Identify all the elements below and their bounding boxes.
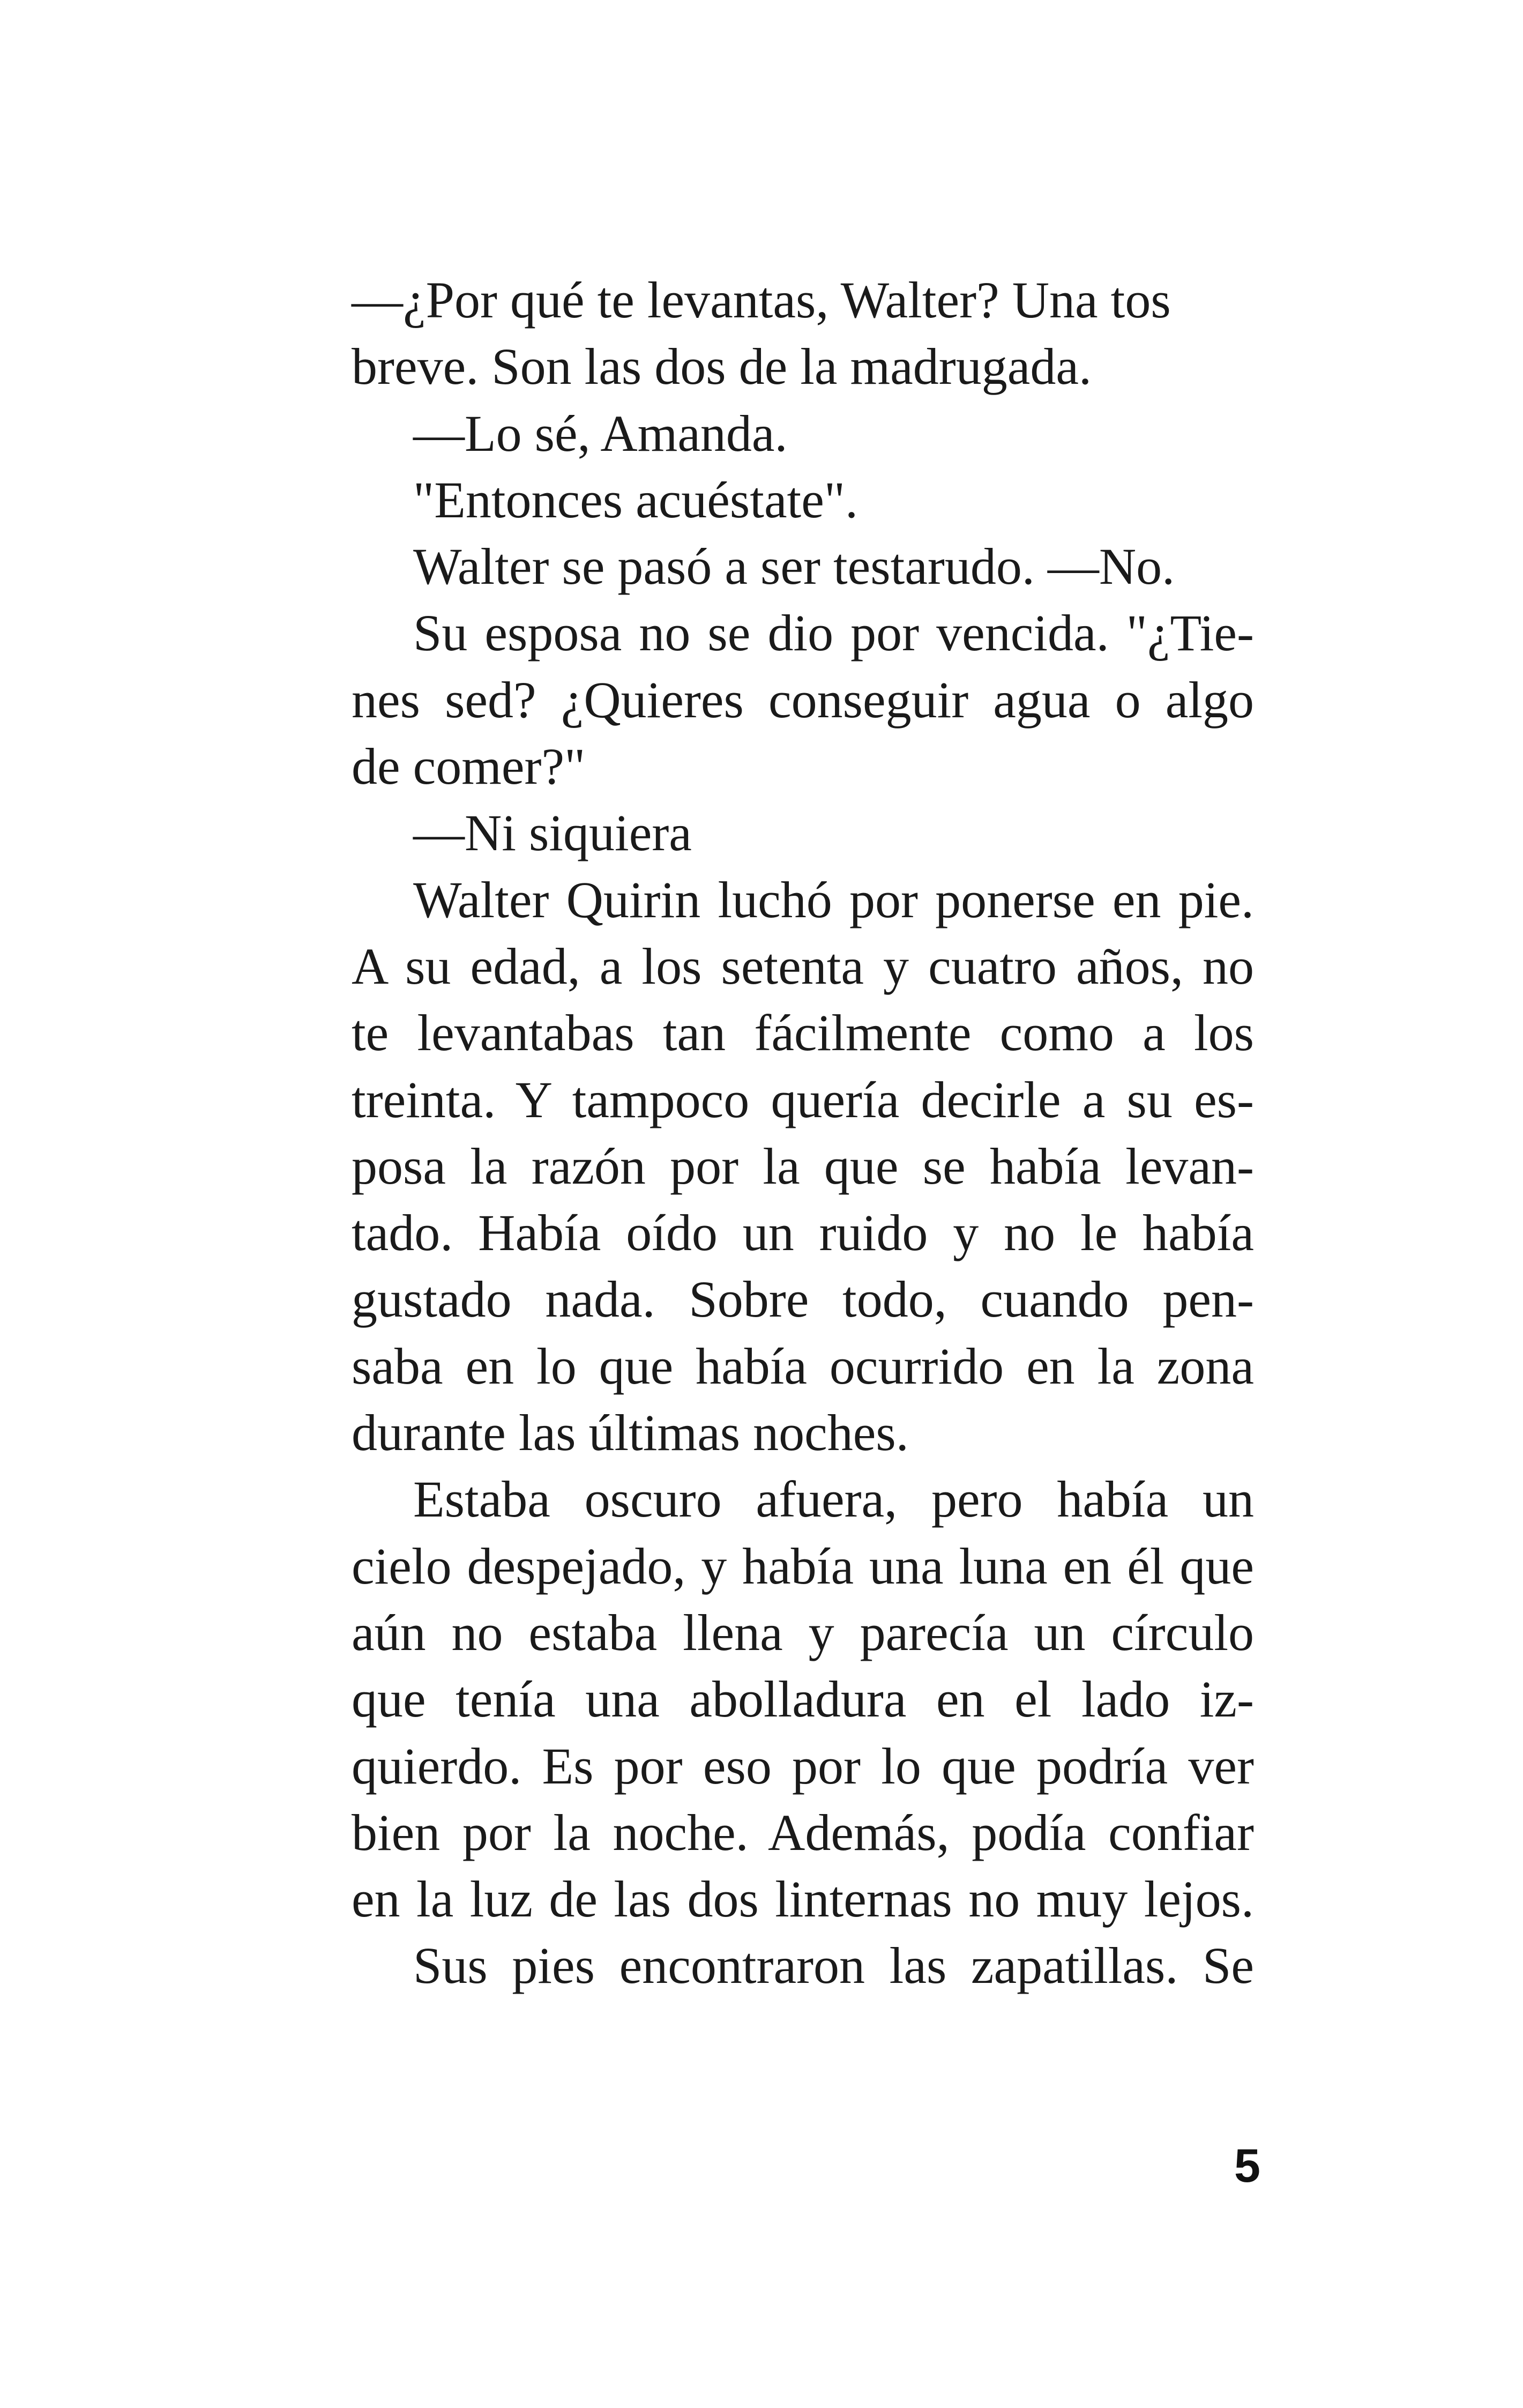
text-line: de comer?": [352, 738, 586, 796]
text-line: Walter se pasó a ser testarudo. —No.: [413, 538, 1175, 596]
text-line: Sus pies encontraron las zapatillas. Se: [413, 1937, 1254, 1995]
text-line: "Entonces acuéstate".: [413, 471, 858, 529]
text-line: gustado nada. Sobre todo, cuando pen-: [352, 1270, 1254, 1328]
text-line: —Lo sé, Amanda.: [413, 404, 788, 462]
text-line: te levantabas tan fácilmente como a los: [352, 1004, 1254, 1062]
text-line: Walter Quirin luchó por ponerse en pie.: [413, 871, 1254, 928]
text-line: quierdo. Es por eso por lo que podría ver: [352, 1737, 1254, 1795]
text-line: en la luz de las dos linternas no muy lejos.: [352, 1870, 1254, 1928]
text-line: cielo despejado, y había una luna en él que: [352, 1537, 1254, 1595]
text-line: A su edad, a los setenta y cuatro años, no: [352, 937, 1254, 995]
text-line: durante las últimas noches.: [352, 1404, 909, 1462]
text-line: —Ni siquiera: [413, 804, 692, 862]
body-text: [352, 267, 1254, 2000]
text-line: Estaba oscuro afuera, pero había un: [413, 1470, 1254, 1528]
text-line: —¿Por qué te levantas, Walter? Una tos: [352, 271, 1171, 329]
text-line: nes sed? ¿Quieres conseguir agua o algo: [352, 671, 1254, 729]
text-line: bien por la noche. Además, podía confiar: [352, 1803, 1254, 1861]
text-line: breve. Son las dos de la madrugada.: [352, 338, 1092, 396]
text-line: tado. Había oído un ruido y no le había: [352, 1204, 1254, 1262]
text-line: saba en lo que había ocurrido en la zona: [352, 1337, 1254, 1395]
text-line: posa la razón por la que se había levan-: [352, 1137, 1254, 1195]
text-line: que tenía una abolladura en el lado iz-: [352, 1670, 1254, 1728]
page-number: 5: [1234, 2139, 1260, 2192]
text-line: treinta. Y tampoco quería decirle a su es-: [352, 1071, 1254, 1128]
text-line: Su esposa no se dio por vencida. "¿Tie-: [413, 604, 1254, 662]
text-line: aún no estaba llena y parecía un círculo: [352, 1603, 1254, 1661]
